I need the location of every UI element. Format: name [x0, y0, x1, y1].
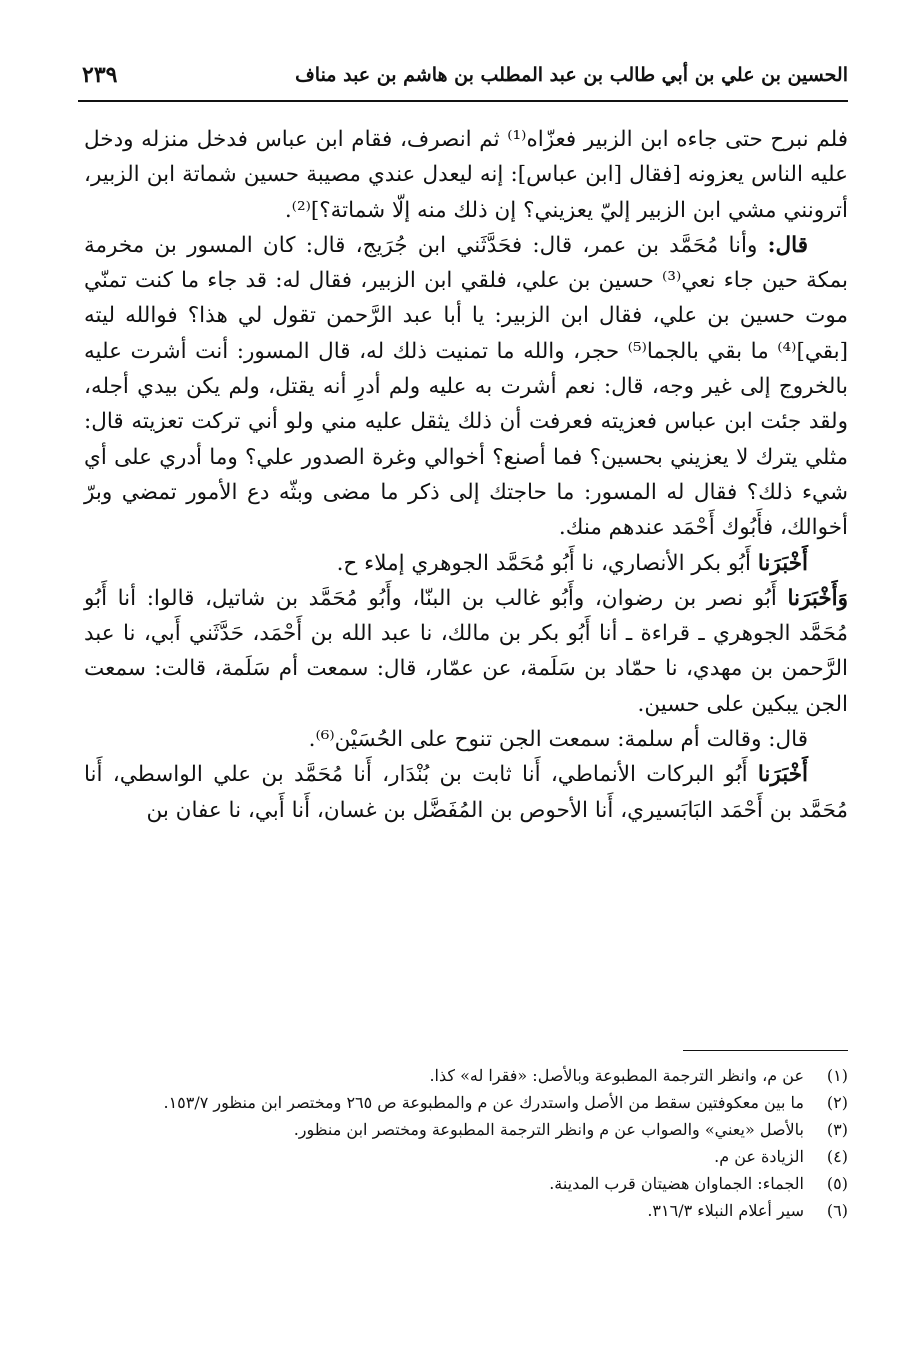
paragraph — [84, 228, 848, 546]
footnote — [84, 1116, 848, 1143]
footnote-number: (٢) — [826, 1093, 848, 1112]
paragraph — [84, 757, 848, 828]
footnote-number: (٦) — [826, 1201, 848, 1220]
footnote-number: (٤) — [826, 1147, 848, 1166]
footnote-number: (١) — [826, 1066, 848, 1085]
footnote-text: بالأصل «يعني» والصواب عن م وانظر الترجمة المطبوعة ومختصر ابن منظور. — [293, 1120, 804, 1139]
paragraph — [84, 546, 848, 581]
footnote-text: ما بين معكوفتين سقط من الأصل واستدرك عن م والمطبوعة ص ٢٦٥ ومختصر ابن منظور ١٥٣/٧. — [163, 1093, 804, 1112]
paragraph — [84, 722, 848, 757]
running-header — [78, 56, 848, 102]
footnote-text: سير أعلام النبلاء ٣١٦/٣. — [647, 1201, 804, 1220]
paragraph-text: أَبُو نصر بن رضوان، وأَبُو غالب بن البنّا، وأَبُو مُحَمَّد بن شاتيل، قالوا: أنا أَبُو مُحَمَّد الجوهري ـ قراءة ـ أنا أَبُو بكر بن مالك، نا عبد الله بن أَحْمَد، حَدَّثَني أَبي، نا عبد الرَّحمن بن مهدي، نا حمّاد بن سَلَمة، عن عمّار، قال: سمعت أم سَلَمة، قالت: سمعت الجن يبكين على حسين. — [84, 585, 848, 717]
footnote — [84, 1197, 848, 1224]
paragraph-text: أَبُو بكر الأنصاري، نا أَبُو مُحَمَّد الجوهري إملاء ح. — [336, 550, 758, 576]
paragraph — [84, 581, 848, 722]
running-header-title: الحسين بن علي بن أبي طالب بن عبد المطلب بن هاشم بن عبد مناف — [295, 64, 848, 86]
paragraph-text: وأنا مُحَمَّد بن عمر، قال: فحَدَّثَني ابن جُرَيج، قال: كان المسور بن مخرمة بمكة حين جاء نعي⁽³⁾ حسين بن علي، فلقي ابن الزبير، فقال له: قد جاء ما كنت تمنّي موت حسين بن علي، فقال ابن الزبير: يا أبا عبد الرَّحمن تقول لي هذا؟ فوالله ليته [بقي]⁽⁴⁾ ما بقي بالجما⁽⁵⁾ حجر، والله ما تمنيت ذلك له، قال المسور: أنت أشرت عليه بالخروج إلى غير وجه، قال: نعم أشرت به عليه ولم أدرِ أنه يقتل، ولم يكن بيدي أجله، ولقد جئت ابن عباس فعزيته فعرفت أن ذلك يثقل عليه مني ولو أني تركت تعزيته قال: مثلي يترك لا يعزيني بحسين؟ فما أصنع؟ أخوالي وغرة الصدور علي؟ وما أدري على أي شيء ذلك؟ فقال له المسور: ما حاجتك إلى ذكر ما مضى وبثّه دع الأمور تمضي وبرّ أخوالك، فأَبُوك أَحْمَد عندهم منك. — [84, 232, 849, 541]
footnote — [84, 1062, 848, 1089]
paragraph — [84, 122, 848, 228]
paragraph-lead: قال: — [767, 232, 808, 258]
footnote-number: (٥) — [826, 1174, 848, 1193]
footnote-text: الزيادة عن م. — [714, 1147, 804, 1166]
paragraph-text: فلم نبرح حتى جاءه ابن الزبير فعزّاه⁽¹⁾ ثم انصرف، فقام ابن عباس فدخل منزله ودخل عليه الناس يعزونه [فقال [ابن عباس]: إنه ليعدل عندي مصيبة حسين شماتة ابن الزبير، أترونني مشي ابن الزبير إليّ يعزيني؟ إن ذلك منه إلّا شماتة؟]⁽²⁾. — [84, 127, 848, 223]
paragraph-lead: وَأَخْبَرَنا — [787, 585, 848, 611]
footnote-text: عن م، وانظر الترجمة المطبوعة وبالأصل: «فقرا له» كذا. — [429, 1066, 804, 1085]
footnote-text: الجماء: الجماوان هضيتان قرب المدينة. — [549, 1174, 804, 1193]
page-number: ٢٣٩ — [82, 62, 118, 88]
footnote-number: (٣) — [826, 1120, 848, 1139]
paragraph-lead: أَخْبَرَنا — [757, 550, 808, 576]
paragraph-lead: أَخْبَرَنا — [757, 762, 808, 788]
footnote — [84, 1089, 848, 1116]
footnote — [84, 1143, 848, 1170]
paragraph-text: قال: وقالت أم سلمة: سمعت الجن تنوح على الحُسَيْن⁽⁶⁾. — [308, 727, 808, 753]
paragraph-text: أَبُو البركات الأنماطي، أَنا ثابت بن بُنْدَار، أَنا مُحَمَّد بن علي الواسطي، أَنا مُحَمَّد بن أَحْمَد البَابَسيري، أَنا الأحوص بن المُفَضَّل بن غسان، أَنا أَبي، نا عفان بن — [84, 762, 848, 823]
footnote-divider — [683, 1050, 848, 1051]
footnote — [84, 1170, 848, 1197]
main-text — [84, 122, 848, 828]
footnotes — [84, 1062, 848, 1224]
